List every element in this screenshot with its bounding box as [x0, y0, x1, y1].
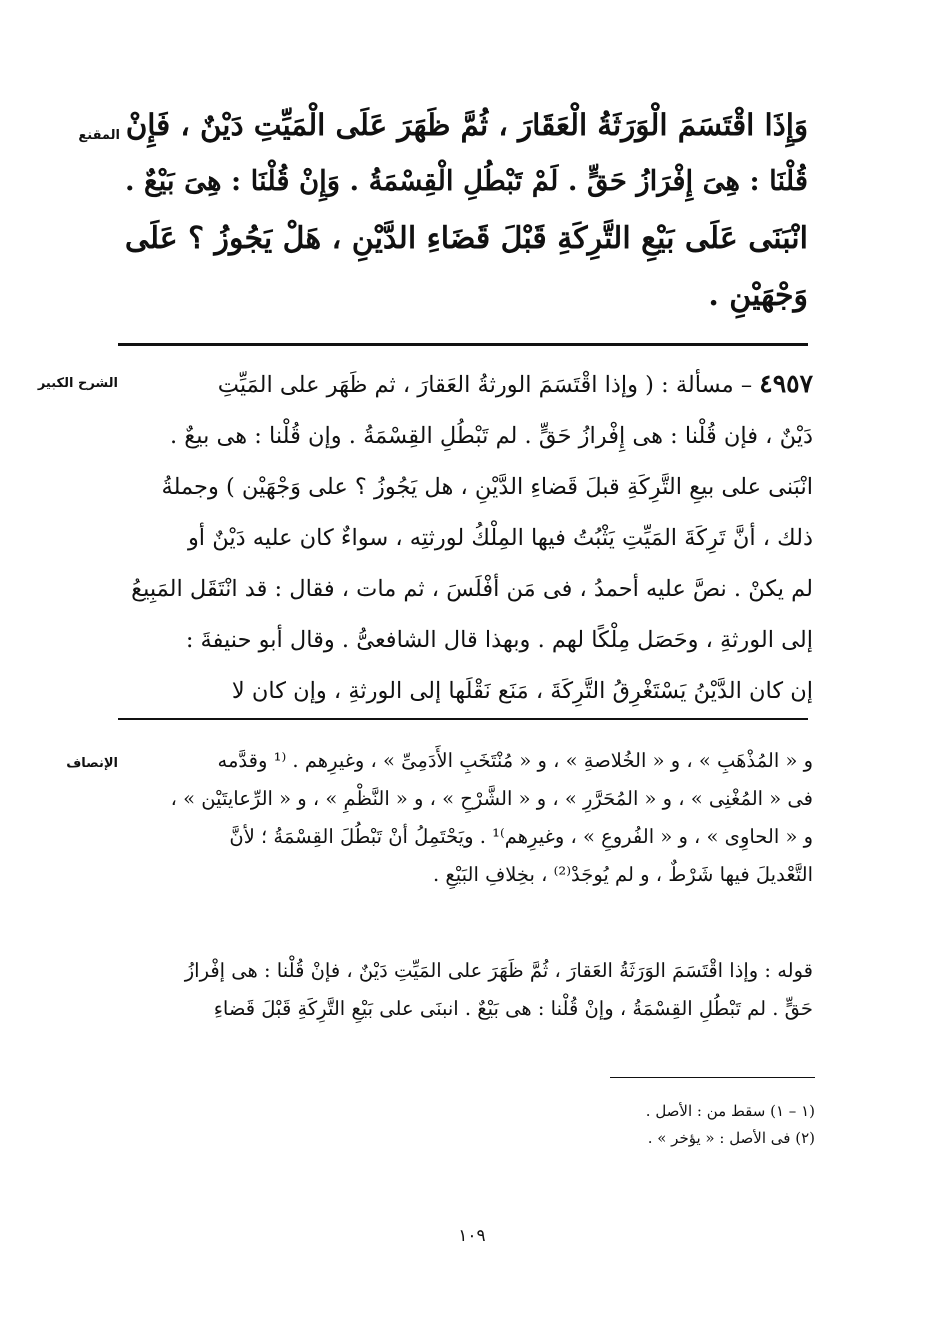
sharh-line: انْبَنى على بيعِ التَّرِكَةِ قبلَ قَضاءِ الدَّيْنِ ، هل يَجُوزُ ؟ على وَجْهَيْن ) وجملةُ: [161, 474, 813, 500]
sharh-line: إلى الورثةِ ، وحَصَل مِلْكًا لهم . وبهذا قال الشافعىُّ . وقال أبو حنيفةَ :: [185, 627, 813, 653]
footnote: (٢) فى الأصل : « يؤخر » .: [647, 1129, 815, 1147]
sharh-line: دَيْنٌ ، فإن قُلْنا : هى إِفْرازُ حَقٍّ . لم تَبْطُلِ القِسْمَةُ . وإن قُلْنا : هى بيعٌ .: [170, 423, 813, 449]
qawluh-text: [118, 952, 813, 1028]
footnotes: [400, 1098, 815, 1152]
sharh-first-line: [118, 358, 813, 411]
divider-rule: [118, 718, 808, 720]
insaf-text: [118, 742, 813, 894]
muqni-label: المقنع: [78, 128, 120, 143]
qawluh-line: حَقٍّ . لم تَبْطُلِ القِسْمَةُ ، وإنْ قُلْنا : هى بَيْعٌ . انبنَى على بَيْعِ التَّرِكَةِ قَبْلَ قَضاءِ: [213, 997, 813, 1020]
muqni-line: وَإِذَا اقْتَسَمَ الْوَرَثَةُ الْعَقَارَ ، ثُمَّ ظَهَرَ عَلَى الْمَيِّتِ دَيْنٌ ، فَإِنْ: [125, 107, 808, 142]
insaf-line: التَّعْديلَ فيها شَرْطٌ ، و لم يُوجَدْ⁽²⁾ ، بخِلافِ البَيْعِ .: [432, 863, 813, 886]
issue-number: ٤٩٥٧: [759, 369, 813, 398]
page-number: ١٠٩: [458, 1226, 486, 1246]
footnote-rule: [610, 1077, 815, 1078]
insaf-line: و « المُذْهَبِ » ، و « الخُلاصةِ » ، و « مُنْتَخَبِ الأَدَمِىِّ » ، وغيرِهم . ⁽¹ وقدَّمه: [217, 749, 813, 772]
muqni-line: انْبَنَى عَلَى بَيْعِ التَّرِكَةِ قَبْلَ قَضَاءِ الدَّيْنِ ، هَلْ يَجُوزُ ؟ عَلَى: [124, 221, 808, 256]
footnote: (١ – ١) سقط من : الأصل .: [645, 1102, 815, 1120]
insaf-label: الإنصاف: [66, 756, 118, 771]
sharh-first-line-text: – مسألة : ( وإذا اقْتَسَمَ الورثةُ العَقارَ ، ثم ظَهَر على المَيِّتِ: [217, 372, 760, 398]
muqni-line: وَجْهَيْنِ .: [708, 278, 808, 313]
sharh-line: إن كان الدَّيْنُ يَسْتَغْرِقُ التَّرِكَةَ ، مَنَع نَقْلَها إلى الورثةِ ، وإن كان لا: [231, 678, 813, 704]
insaf-line: فى « المُغْنِى » ، و « المُحَرَّرِ » ، و « الشَّرْحِ » ، و « النَّظْمِ » ، و « الرِّعايتَيْن » ،: [170, 787, 813, 810]
qawluh-line: قوله : وإذا اقْتَسَمَ الوَرَثَةُ العَقارَ ، ثُمَّ ظَهَرَ على المَيِّتِ دَيْنٌ ، فإنْ قُلْنا : هى إفْرازُ: [184, 959, 813, 982]
sharh-line: لم يكنْ . نصَّ عليه أحمدُ ، فى مَن أفْلَسَ ، ثم مات ، فقال : قد انْتَقَل المَبِيعُ: [131, 576, 813, 602]
divider-rule: [118, 343, 808, 346]
muqni-line: قُلْنَا : هِىَ إِفْرَازُ حَقٍّ . لَمْ تَبْطُلِ الْقِسْمَةُ . وَإِنْ قُلْنَا : هِىَ بَيْعٌ .: [124, 165, 808, 197]
insaf-line: و « الحاوِى » ، و « الفُروعِ » ، وغيرِهم⁾¹ . ويَحْتَمِلُ أنْ تَبْطُلَ القِسْمَةُ ؛ لأنَّ: [229, 825, 813, 848]
muqni-text: [118, 96, 808, 324]
sharh-line: ذلك ، أنَّ تَرِكَةَ المَيِّتِ يَثْبُتُ فيها المِلْكُ لورثتِه ، سواءٌ كان عليه دَيْنٌ أو: [187, 525, 813, 551]
sharh-label: الشرح الكبير: [37, 376, 118, 391]
sharh-text: [118, 358, 813, 717]
